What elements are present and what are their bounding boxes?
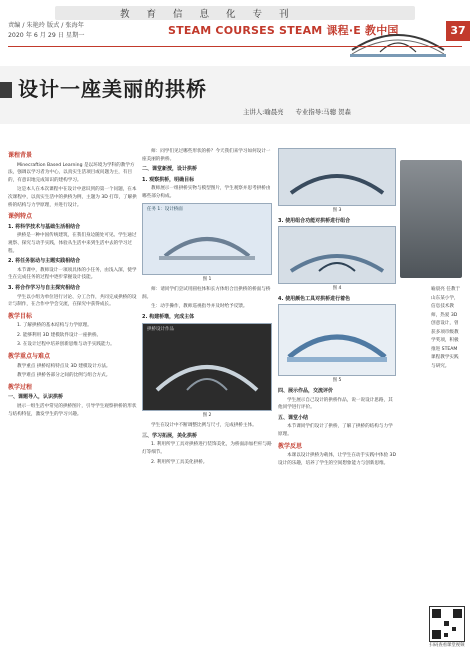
paragraph: 学生展示自己设计的拱桥作品，说一说设计思路，其他同学进行评价。 — [278, 397, 393, 411]
figure-4-bridge — [279, 227, 395, 283]
header-slogan: 教育信息化专刊 — [120, 9, 306, 20]
byline — [243, 107, 361, 116]
paragraph: 展示一组生活中常见的拱桥图片，引导学生观察拱桥的形状与结构特征，激发学生的学习兴趣。 — [8, 404, 137, 417]
figure-3-bridge — [279, 149, 395, 205]
article-title: 设计一座美丽的拱桥 — [18, 77, 207, 101]
paragraph: 本节课同学们设计了拱桥，了解了拱桥的结构与力学原理。 — [278, 424, 393, 437]
paragraph: 学生以小组为单位进行讨论、分工合作，共同完成拱桥的设计与制作，在合作中学会交流，在探究中获得成长。 — [8, 294, 137, 308]
paragraph: 拱桥是一种中国传统建筑，在我们身边随处可见。学生通过观察、探究与动手实践，体验从生活中来到生活中去的学习过程。 — [8, 233, 137, 254]
subheading: 五、课堂小结 — [278, 414, 309, 421]
author-name: 主讲人:喻晨亮 — [243, 108, 284, 116]
column-3 — [278, 148, 396, 469]
paragraph: 教学重点 拱桥结构特点及 3D 建模设计方法。 — [17, 363, 111, 369]
figure-1-caption: 图 1 — [202, 276, 212, 282]
title-marker — [0, 82, 12, 98]
qr-caption: 扫码查看课堂视频 — [429, 643, 465, 648]
header-editor-line: 责编 / 朱艳玲 版式 / 张海年 — [8, 22, 84, 29]
subheading: 3. 将合作学习与自主探究相结合 — [8, 284, 81, 291]
subheading: 3. 使用组合功能对拱桥进行组合 — [278, 217, 351, 224]
subheading: 2. 将任务驱动与主题实践相结合 — [8, 258, 81, 265]
paragraph: 师：请同学们尝试用圆柱体和长方体组合出拱桥的桥面与桥洞。 — [142, 287, 271, 300]
subheading: 二、课堂新授，设计拱桥 — [142, 166, 198, 173]
subheading: 4. 使用颜色工具对拱桥进行着色 — [278, 295, 351, 302]
author-bio: 喻晨亮 任教于山东某小学，信息技术教师，热爱 3D 创意设计，曾获多项市级教学奖项，积极推进 STEAM 课程教学实践与研究。 — [431, 287, 461, 369]
list-item: 2. 能够利用 3D 建模软件设计一座拱桥。 — [17, 332, 102, 338]
column-title: STEAM COURSES STEAM 课程·E 教中国 — [168, 24, 399, 37]
figure-4 — [278, 226, 396, 284]
qr-code-icon — [430, 607, 464, 641]
subheading: 三、学习拓展，美化拱桥 — [142, 432, 198, 439]
subheading: 一、课题导入，认识拱桥 — [8, 394, 64, 401]
paragraph: 生：动手操作，教师巡视指导并及时给予反馈。 — [151, 304, 248, 310]
section-heading-process: 教学过程 — [8, 383, 33, 391]
figure-2-title: 拱桥设计作品 — [147, 326, 174, 332]
figure-5-bridge — [279, 305, 395, 375]
figure-2-bridge-render — [143, 324, 271, 410]
figure-4-caption: 图 4 — [332, 286, 342, 292]
section-heading-reflection: 教学反思 — [278, 442, 303, 450]
paragraph: 师：同学们见过哪些形状的桥？今天我们来学习如何设计一座美丽的拱桥。 — [142, 149, 271, 162]
figure-1 — [142, 203, 272, 275]
figure-3-caption: 图 3 — [332, 208, 342, 213]
paragraph: 这是本人在本次课程中在设计中意识到的第一个问题，在本次课程中，以真实生活中的拱桥为例，主题为 3D 打印，了解拱桥的结构与力学原理，并进行设计。 — [8, 187, 137, 208]
list-item: 1. 了解拱桥的基本结构与力学原理。 — [17, 323, 92, 329]
subheading: 1. 观察拱桥，明确目标 — [142, 176, 195, 183]
mentor-names: 专业指导:马骢 贺森 — [295, 108, 351, 116]
paragraph: 1. 利用所学工具对拱桥进行装饰美化，为桥面添加栏杆与路灯等细节。 — [142, 442, 272, 455]
figure-5 — [278, 304, 396, 376]
figure-1-bridge-model — [143, 204, 271, 274]
figure-2-caption: 图 2 — [202, 412, 212, 418]
page-number: 37 — [446, 21, 470, 41]
paragraph: Minecraftion Based Learning 是以环境为学科的教学方法，强调以学习者为中心，以真实生活项目或问题为主，有目的，有意识地完成知识的建构学习。 — [8, 162, 135, 183]
paragraph: 教学难点 拱桥各部分之间的比例与组合方式。 — [17, 373, 111, 379]
section-heading-features: 课例特点 — [8, 213, 33, 221]
page-header — [0, 0, 470, 56]
section-heading-key-points: 教学重点与难点 — [8, 353, 51, 361]
paragraph: 学生在设计中不断调整比例与尺寸，完成拱桥主体。 — [151, 423, 257, 429]
header-date-line: 2020 年 6 月 29 日 星期一 — [8, 32, 85, 39]
figure-1-title: 任务 1：设计桥面 — [147, 206, 183, 212]
column-2 — [142, 148, 272, 468]
subheading: 2. 构建桥墩，完成主体 — [142, 313, 195, 320]
qr-code[interactable] — [429, 606, 465, 642]
paragraph: 本节课中，教师设计一项项具体的小任务，由浅入深，使学生在完成任务的过程中逐步掌握设计技能。 — [8, 267, 137, 281]
figure-2 — [142, 323, 272, 411]
paragraph: 本课以设计拱桥为载体，让学生在动手实践中体验 3D 设计的乐趣，培养了学生的空间想象能力与创新思维。 — [278, 453, 396, 466]
author-photo — [400, 160, 462, 278]
subheading: 四、展示作品，交流评价 — [278, 387, 334, 394]
section-heading-objectives: 教学目标 — [8, 312, 33, 320]
header-rule — [8, 46, 462, 47]
figure-5-caption: 图 5 — [332, 378, 342, 384]
column-1 — [8, 148, 138, 420]
subheading: 1. 将科学技术与基础生活相结合 — [8, 223, 81, 230]
header-bridge-illustration — [350, 26, 446, 62]
figure-3 — [278, 148, 396, 206]
list-item: 3. 在设计过程中培养创新思维与动手实践能力。 — [17, 342, 115, 348]
section-heading-background: 课程背景 — [8, 152, 33, 159]
paragraph: 教师展示一组拱桥实物与模型图片，学生观察并思考拱桥由哪些部分构成。 — [142, 186, 271, 199]
paragraph: 2. 利用所学工具美化拱桥。 — [151, 459, 208, 465]
